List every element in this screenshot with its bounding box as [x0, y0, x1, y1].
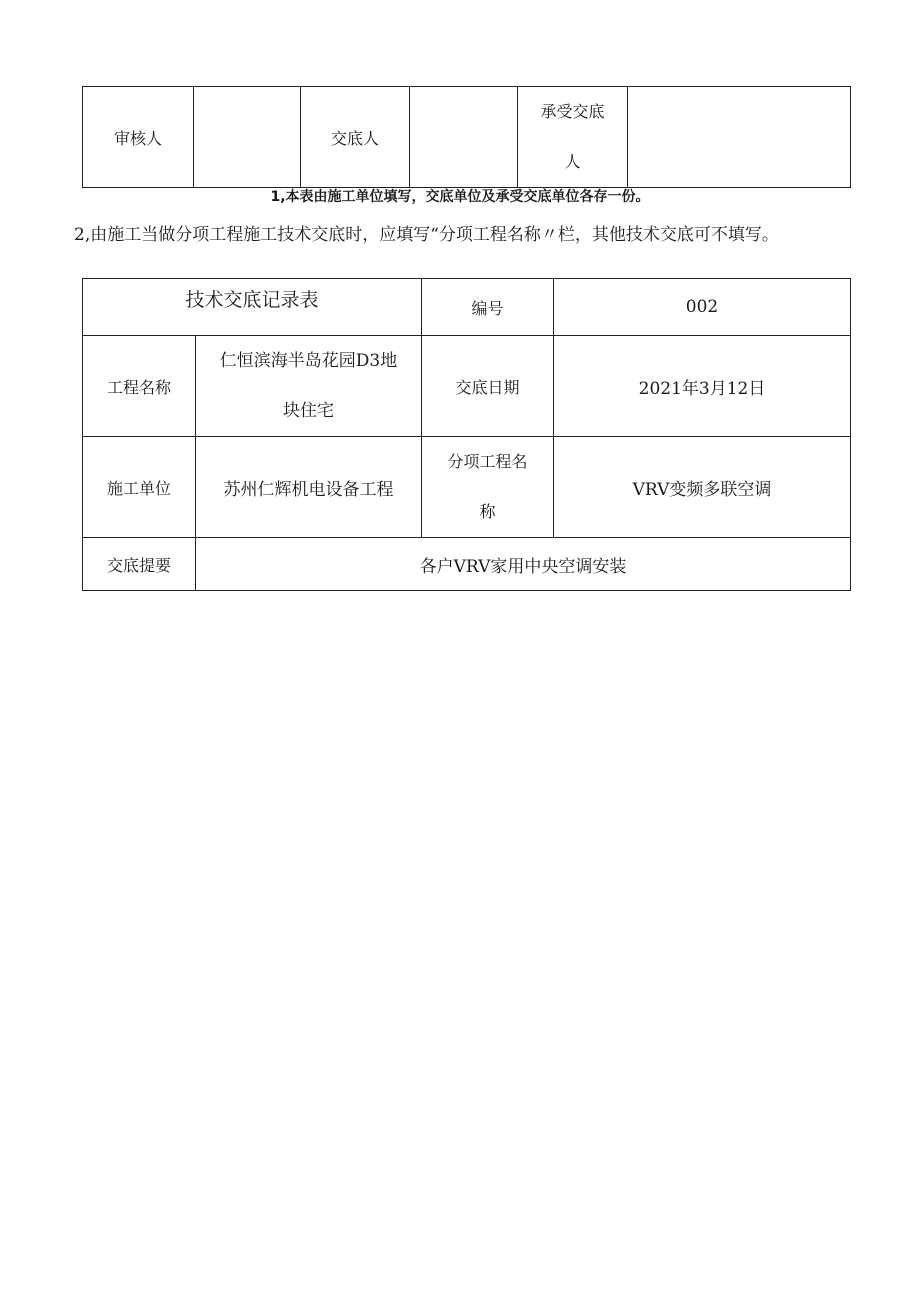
number-value: 002 [554, 279, 851, 336]
project-name-line1: 仁恒滨海半岛花园D3地 [219, 351, 398, 371]
sub-project-label-line2: 称 [479, 502, 496, 521]
sub-project-label-line1: 分项工程名 [447, 452, 528, 471]
construction-unit-value: 苏州仁辉机电设备工程 [196, 437, 422, 538]
reviewer-value [194, 87, 301, 188]
signature-table [82, 86, 851, 188]
note-2: 2,由施工当做分项工程施工技术交底时，应填写“分项工程名称〃栏，其他技术交底可不填写。 [74, 225, 779, 245]
date-label: 交底日期 [422, 336, 554, 437]
receiver-label-line1: 承受交底 [540, 102, 605, 121]
sub-project-value: VRV变频多联空调 [554, 437, 851, 538]
receiver-value [628, 87, 851, 188]
date-value: 2021年3月12日 [554, 336, 851, 437]
note-1: 1,本表由施工单位填写，交底单位及承受交底单位各存一份。 [270, 189, 650, 205]
discloser-value [410, 87, 518, 188]
discloser-label: 交底人 [301, 87, 410, 188]
record-table [82, 278, 851, 591]
summary-label: 交底提要 [83, 538, 196, 591]
record-title: 技术交底记录表 [83, 279, 422, 336]
construction-unit-label: 施工单位 [83, 437, 196, 538]
summary-value: 各户VRV家用中央空调安装 [196, 538, 851, 591]
project-name-value [196, 336, 422, 437]
number-label: 编号 [422, 279, 554, 336]
receiver-label-line2: 人 [564, 152, 581, 171]
project-name-line2: 块住宅 [283, 401, 334, 421]
sub-project-label [422, 437, 554, 538]
project-name-label: 工程名称 [83, 336, 196, 437]
reviewer-label: 审核人 [83, 87, 194, 188]
receiver-label [518, 87, 628, 188]
